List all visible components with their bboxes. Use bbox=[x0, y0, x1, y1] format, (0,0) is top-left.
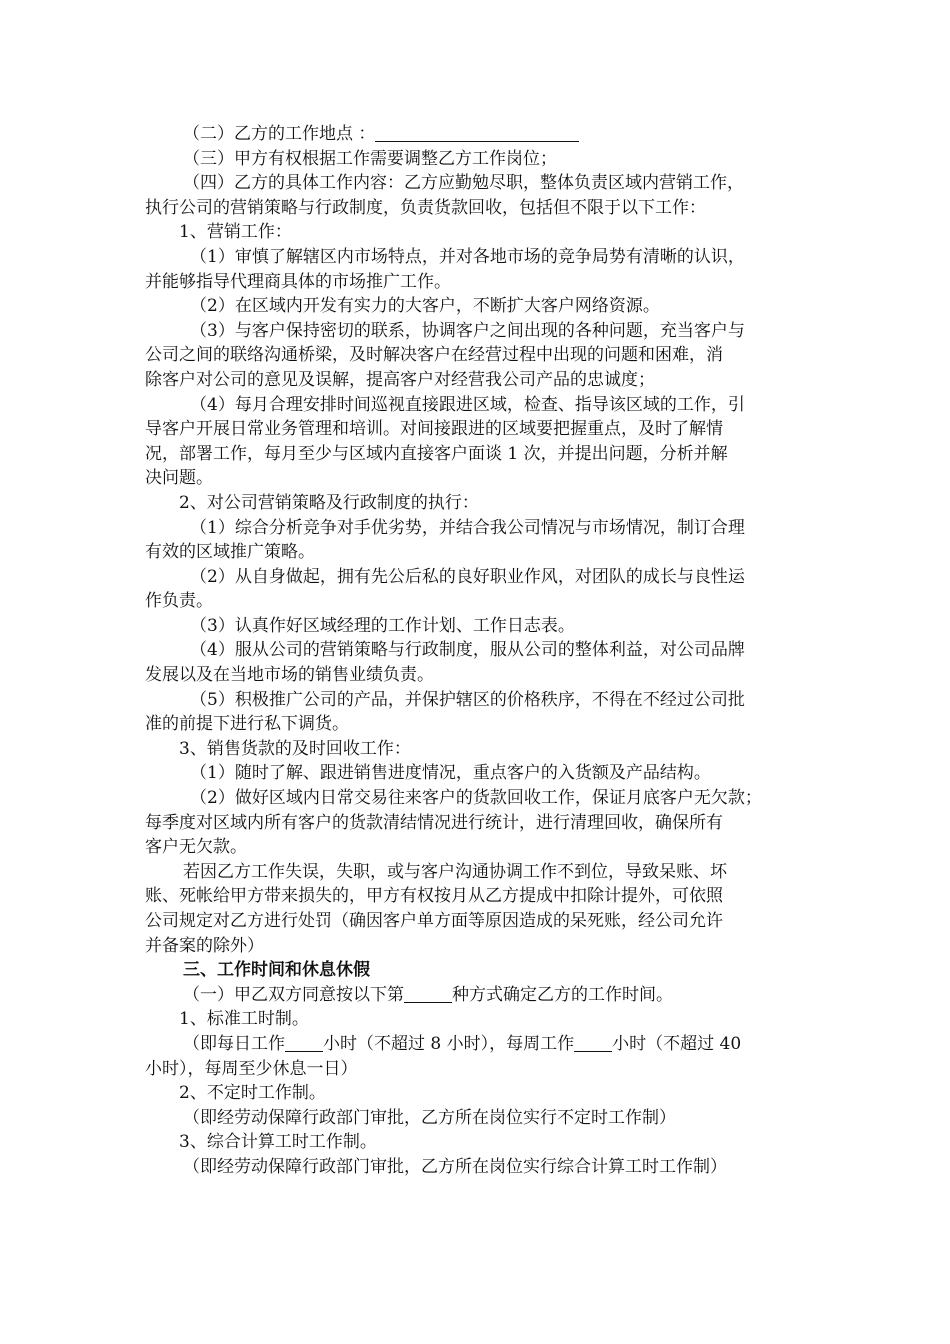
item-policy-execution: 2、对公司营销策略及行政制度的执行： bbox=[179, 492, 479, 513]
paragraph-penalty-cont3: 并备案的除外） bbox=[145, 935, 264, 956]
paragraph-market-study-cont: 并能够指导代理商具体的市场推广工作。 bbox=[145, 271, 451, 292]
paragraph-promote-products-cont: 准的前提下进行私下调货。 bbox=[145, 714, 349, 735]
paragraph-develop-clients: （2）在区域内开发有实力的大客户，不断扩大客户网络资源。 bbox=[190, 296, 660, 317]
paragraph-work-plan: （3）认真作好区域经理的工作计划、工作日志表。 bbox=[190, 615, 575, 636]
paragraph-client-contact: （3）与客户保持密切的联系，协调客户之间出现的各种问题，充当客户与 bbox=[190, 320, 745, 341]
paragraph-collect-payments-cont2: 客户无欠款。 bbox=[145, 837, 247, 858]
paragraph-work-hour-choice: （一）甲乙双方同意按以下第 种方式确定乙方的工作时间。 bbox=[183, 984, 673, 1005]
paragraph-monthly-inspection: （4）每月合理安排时间巡视直接跟进区域，检查、指导该区域的工作，引 bbox=[190, 394, 745, 415]
paragraph-work-location: （二）乙方的工作地点 ： bbox=[145, 122, 815, 147]
paragraph-competitor-analysis-cont: 有效的区域推广策略。 bbox=[145, 542, 315, 563]
paragraph-comprehensive-hours: （即经劳动保障行政部门审批，乙方所在岗位实行综合计算工时工作制） bbox=[183, 1156, 727, 1177]
paragraph-promote-products: （5）积极推广公司的产品，并保护辖区的价格秩序，不得在不经过公司批 bbox=[190, 689, 745, 710]
item-comprehensive-hours: 3、综合计算工时工作制。 bbox=[179, 1132, 377, 1153]
paragraph-monthly-inspection-cont1: 导客户开展日常业务管理和培训。对间接跟进的区域要把握重点，及时了解情 bbox=[145, 419, 723, 440]
daily-hours-blank bbox=[285, 1033, 323, 1052]
section-heading-work-hours: 三、工作时间和休息休假 bbox=[183, 960, 370, 981]
paragraph-job-content: （四）乙方的具体工作内容：乙方应勤勉尽职，整体负责区域内营销工作， bbox=[183, 173, 744, 194]
paragraph-client-contact-cont1: 公司之间的联络沟通桥梁，及时解决客户在经营过程中出现的问题和困难，消 bbox=[145, 345, 723, 366]
paragraph-position-adjustment: （三）甲方有权根据工作需要调整乙方工作岗位； bbox=[183, 148, 557, 169]
document-body bbox=[145, 122, 815, 1180]
paragraph-standard-hours-cont: 小时），每周至少休息一日） bbox=[145, 1058, 358, 1079]
item-standard-hours: 1、标准工时制。 bbox=[179, 1009, 309, 1030]
work-hour-method-blank bbox=[404, 984, 452, 1003]
paragraph-competitor-analysis: （1）综合分析竞争对手优劣势，并结合我公司情况与市场情况，制订合理 bbox=[190, 517, 745, 538]
weekly-hours-blank bbox=[574, 1033, 612, 1052]
work-location-blank bbox=[375, 123, 579, 142]
item-flexible-hours: 2、不定时工作制。 bbox=[179, 1083, 326, 1104]
paragraph-job-content-cont: 执行公司的营销策略与行政制度，负责货款回收，包括但不限于以下工作： bbox=[145, 197, 706, 218]
item-payment-collection: 3、销售货款的及时回收工作： bbox=[179, 738, 411, 759]
paragraph-collect-payments: （2）做好区域内日常交易往来客户的货款回收工作，保证月底客户无欠款； bbox=[190, 788, 762, 809]
paragraph-professional-conduct: （2）从自身做起，拥有先公后私的良好职业作风，对团队的成长与良性运 bbox=[190, 566, 745, 587]
paragraph-obey-policy: （4）服从公司的营销策略与行政制度，服从公司的整体利益，对公司品牌 bbox=[190, 640, 745, 661]
paragraph-monthly-inspection-cont3: 决问题。 bbox=[145, 468, 213, 489]
paragraph-obey-policy-cont: 发展以及在当地市场的销售业绩负责。 bbox=[145, 665, 434, 686]
paragraph-penalty-cont1: 账、死帐给甲方带来损失的，甲方有权按月从乙方提成中扣除计提外，可依照 bbox=[145, 886, 723, 907]
paragraph-market-study: （1）审慎了解辖区内市场特点，并对各地市场的竞争局势有清晰的认识， bbox=[190, 246, 745, 267]
item-marketing-work: 1、营销工作： bbox=[179, 222, 292, 243]
paragraph-collect-payments-cont1: 每季度对区域内所有客户的货款清结情况进行统计，进行清理回收，确保所有 bbox=[145, 812, 723, 833]
paragraph-client-contact-cont2: 除客户对公司的意见及误解，提高客户对经营我公司产品的忠诚度； bbox=[145, 369, 655, 390]
paragraph-professional-conduct-cont: 作负责。 bbox=[145, 591, 213, 612]
paragraph-penalty: 若因乙方工作失误，失职，或与客户沟通协调工作不到位，导致呆账、坏 bbox=[183, 861, 727, 882]
paragraph-monthly-inspection-cont2: 况，部署工作，每月至少与区域内直接客户面谈 1 次，并提出问题，分析并解 bbox=[145, 443, 728, 464]
paragraph-flexible-hours: （即经劳动保障行政部门审批，乙方所在岗位实行不定时工作制） bbox=[183, 1107, 676, 1128]
paragraph-sales-progress: （1）随时了解、跟进销售进度情况，重点客户的入货额及产品结构。 bbox=[190, 763, 711, 784]
paragraph-penalty-cont2: 公司规定对乙方进行处罚（确因客户单方面等原因造成的呆死账，经公司允许 bbox=[145, 911, 723, 931]
paragraph-standard-hours: （即每日工作 小时（不超过 8 小时），每周工作 小时（不超过 40 bbox=[183, 1033, 742, 1054]
